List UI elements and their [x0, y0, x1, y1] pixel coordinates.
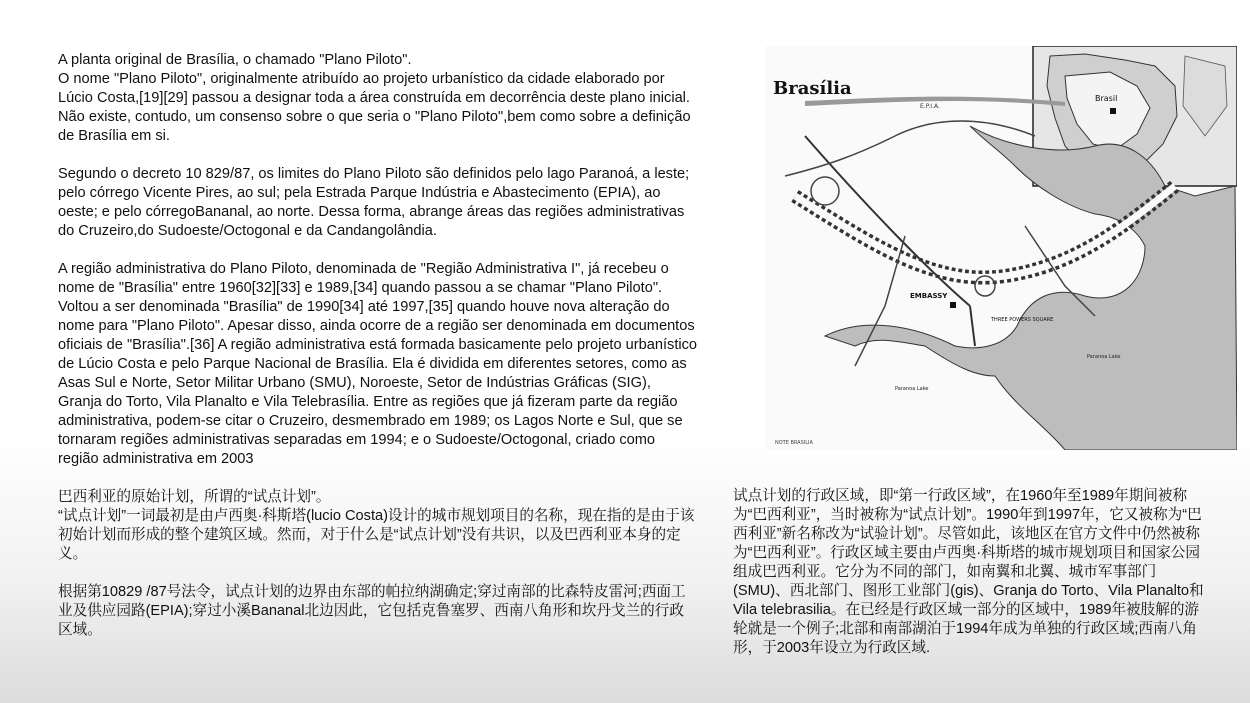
- brasilia-map-image: [765, 46, 1237, 450]
- label-epia: E.P.I.A.: [920, 103, 940, 110]
- chinese-text-right-column: [733, 487, 1211, 658]
- label-embassy: EMBASSY: [910, 292, 948, 300]
- paragraph-plano-piloto-intro: A planta original de Brasília, o chamado "Plano Piloto". O nome "Plano Piloto", originalmente atribuído ao projeto urbanístico da cidade elaborado por Lúcio Costa,[19][29] passou a designar toda a área construída em decorrência deste plano inicial. Não existe, contudo, um consenso sobre o que seria o "Plano Piloto",bem como sobre a definição de Brasília em si.: [58, 52, 691, 144]
- paragraph-chinese-decree: 根据第10829 /87号法令，试点计划的边界由东部的帕拉纳湖确定;穿过南部的比森特皮雷河;西面工业及供应园路(EPIA);穿过小溪Bananal北边因此，它包括克鲁塞罗、西南八角形和坎丹戈兰的行政区域。: [58, 584, 686, 638]
- label-paranoa-lake-2: Paranoa Lake: [895, 386, 929, 392]
- inset-label-brasil: Brasil: [1095, 94, 1118, 103]
- portuguese-chinese-text-column: [58, 51, 698, 659]
- map-footer-note: NOTE BRASILIA: [775, 440, 813, 446]
- map-title: Brasília: [773, 78, 852, 99]
- label-paranoa-lake: Paranoa Lake: [1087, 354, 1121, 360]
- paragraph-chinese-admin-region: 试点计划的行政区域，即“第一行政区域”，在1960年至1989年期间被称为“巴西利亚”，当时被称为“试点计划”。1990年到1997年，它又被称为“巴西利亚”新名称改为“试验计划”。尽管如此，该地区在官方文件中仍然被称为“巴西利亚”。行政区域主要由卢西奥·科斯塔的城市规划项目和国家公园组成巴西利亚。它分为不同的部门，如南翼和北翼、城市军事部门(SMU)、西北部门、图形工业部门(gis)、Granja do Torto、Vila Planalto和Vila telebrasilia。在已经是行政区域一部分的区域中，1989年被肢解的游轮就是一个例子;北部和南部湖泊于1994年成为单独的行政区域;西南八角形，于2003年设立为行政区域.: [733, 488, 1204, 656]
- label-three-powers: THREE POWERS SQUARE: [991, 317, 1054, 323]
- paragraph-chinese-original-plan: 巴西利亚的原始计划，所谓的“试点计划”。 “试点计划”一词最初是由卢西奥·科斯塔(lucio Costa)设计的城市规划项目的名称，现在指的是由于该初始计划而形成的整个建筑区域。然而，对于什么是“试点计划”没有共识，以及巴西利亚本身的定义。: [58, 489, 695, 562]
- paragraph-decree-limits: Segundo o decreto 10 829/87, os limites do Plano Piloto são definidos pelo lago Paranoá, a leste; pelo córrego Vicente Pires, ao sul; pela Estrada Parque Indústria e Abastecimento (EPIA), ao oeste; e pelo córregoBananal, ao norte. Dessa forma, abrange áreas das regiões administrativas do Cruzeiro,do Sudoeste/Octogonal e da Candangolândia.: [58, 166, 690, 239]
- paragraph-administrative-region: A região administrativa do Plano Piloto, denominada de "Região Administrativa I", já recebeu o nome de "Brasília" entre 1960[32][33] e 1989,[34] quando passou a se chamar "Plano Piloto". Voltou a ser denominada "Brasília" de 1990[34] até 1997,[35] quando houve nova alteração do nome para "Plano Piloto". Apesar disso, ainda ocorre de a região ser denominada em documentos oficiais de "Brasília".[36] A região administrativa está formada basicamente pelo projeto urbanístico de Lúcio Costa e pelo Parque Nacional de Brasília. Ela é dividida em diferentes setores, como as Asas Sul e Norte, Setor Militar Urbano (SMU), Noroeste, Setor de Indústrias Gráficas (SIG), Granja do Torto, Vila Planalto e Vila Telebrasília. Entre as regiões que já fizeram parte da região administrativa, podem-se citar o Cruzeiro, desmembrado em 1989; os Lagos Norte e Sul, que se tornaram regiões administrativas separadas em 1994; e o Sudoeste/Octogonal, criado como região administrativa em 2003: [58, 261, 698, 467]
